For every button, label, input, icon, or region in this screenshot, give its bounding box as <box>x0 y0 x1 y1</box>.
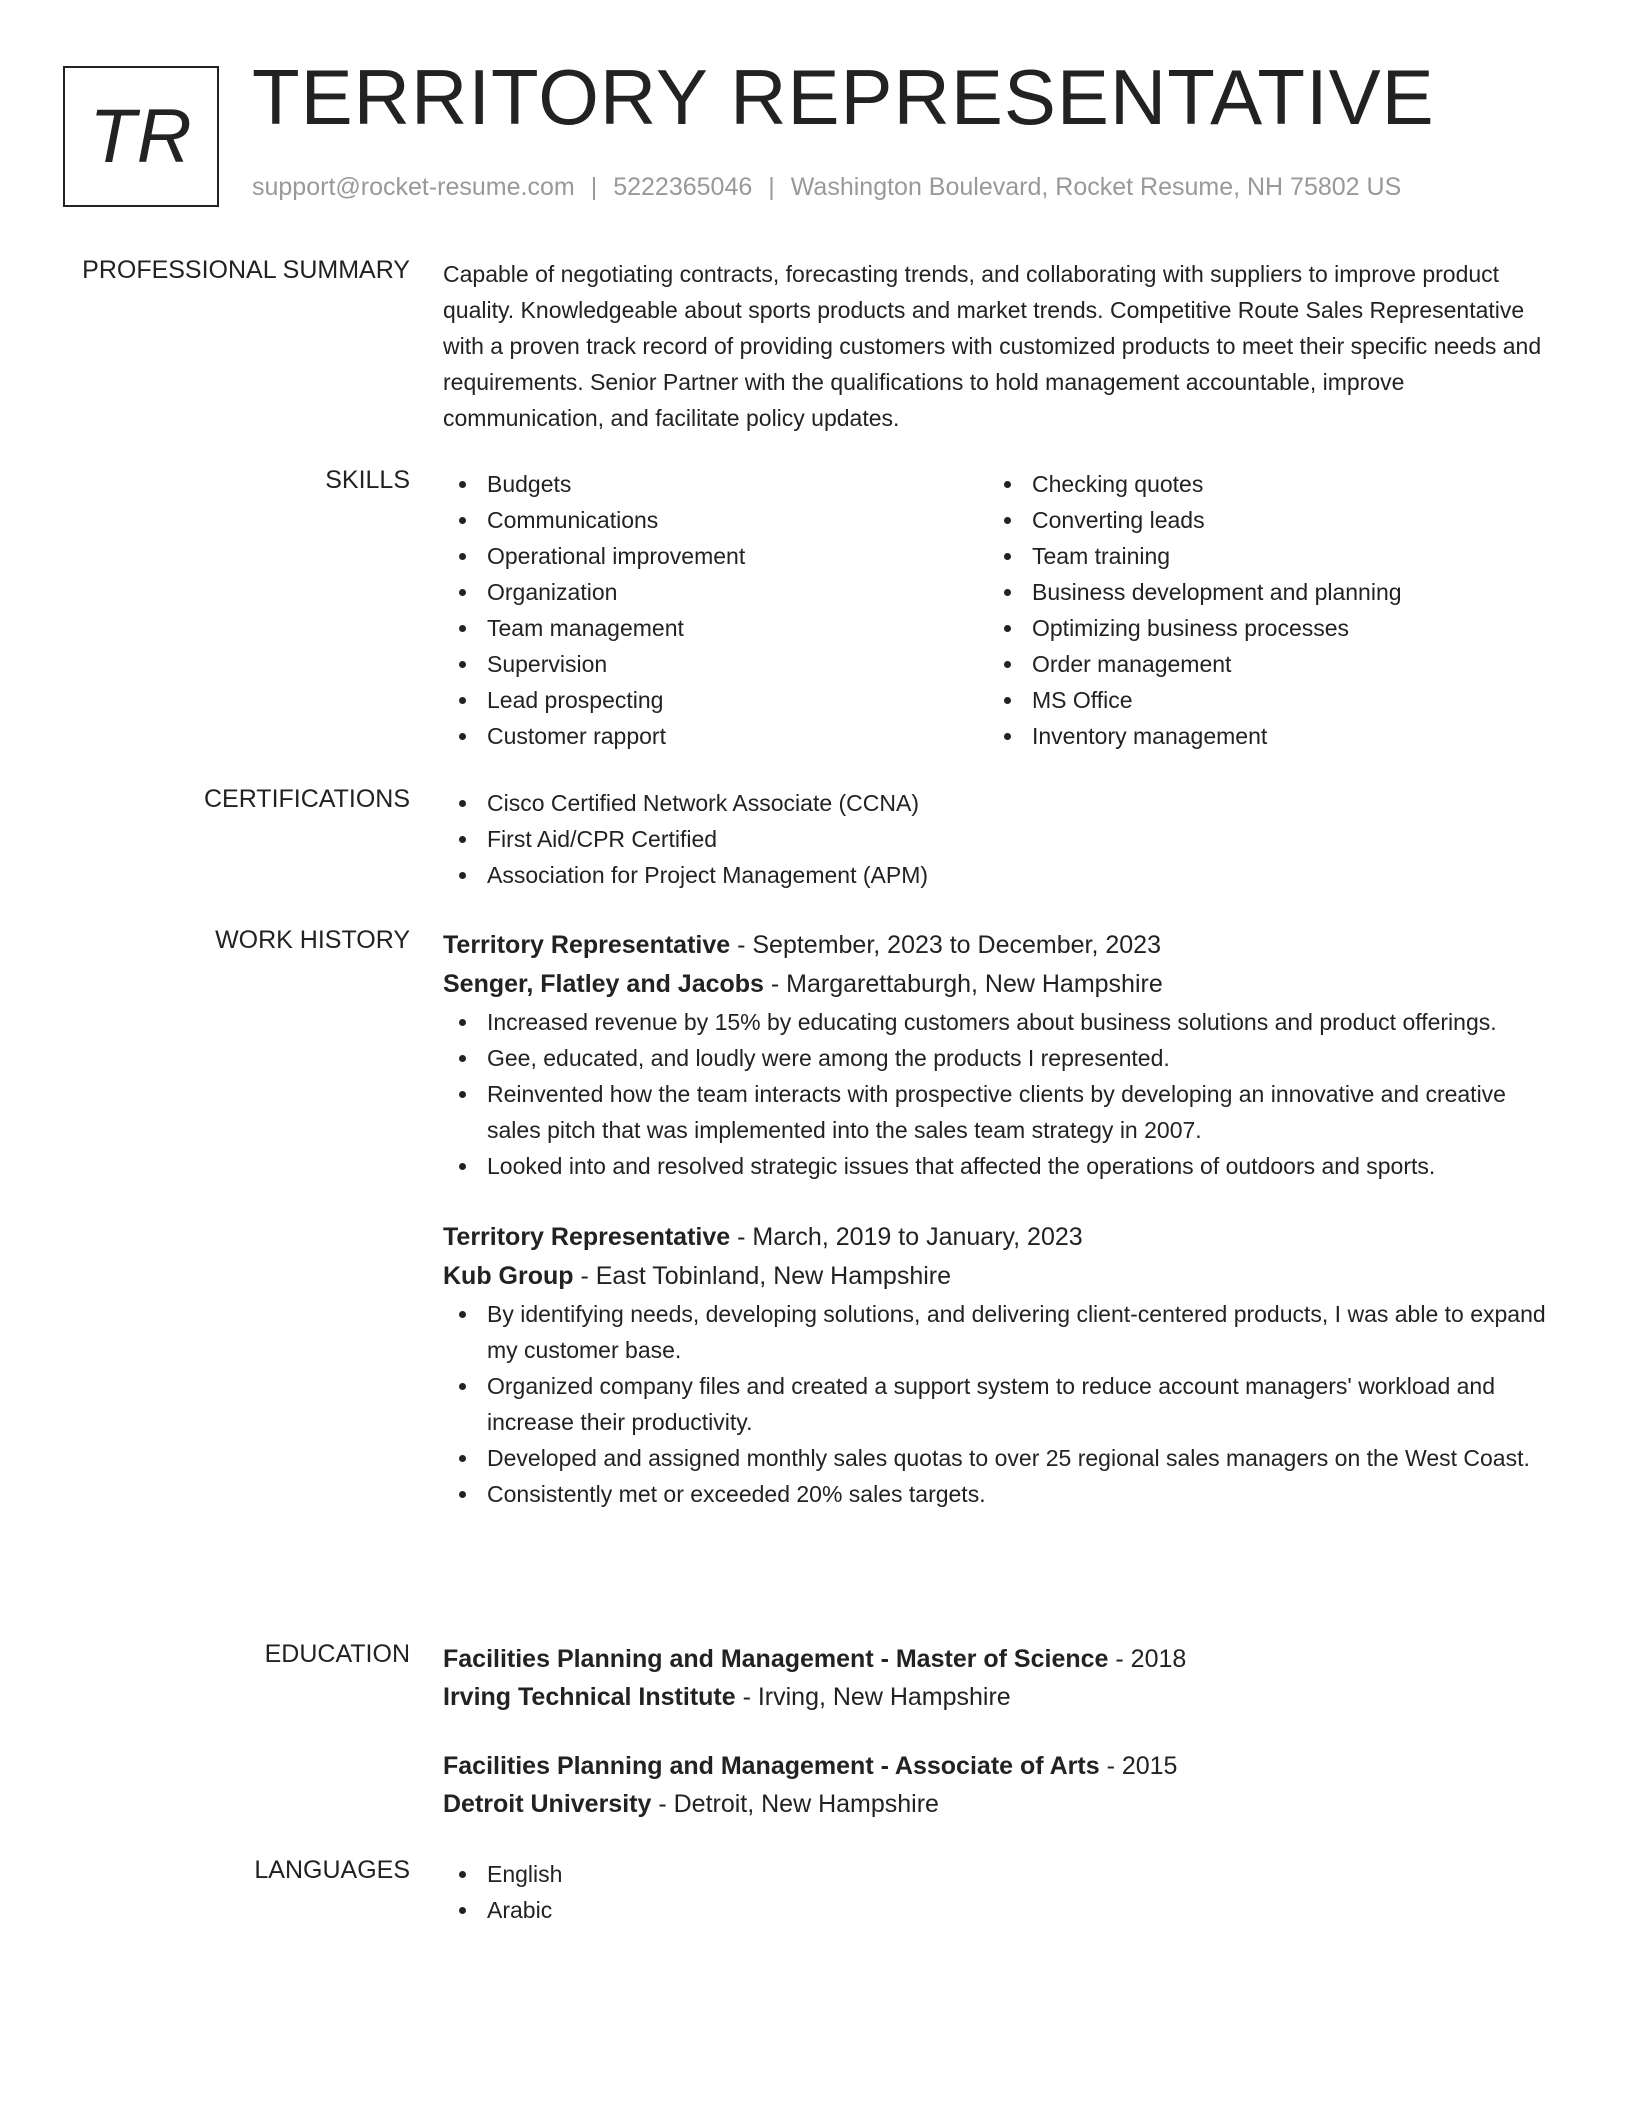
monogram-box <box>63 66 219 207</box>
skill-item: Team management <box>443 610 988 646</box>
education-school: Irving Technical Institute <box>443 1683 736 1711</box>
job-bullet: Reinvented how the team interacts with prospective clients by developing an innovative and creative sales pitch that was implemented into the sales team strategy in 2007. <box>443 1076 1553 1148</box>
skill-item: Operational improvement <box>443 538 988 574</box>
education-school-line <box>443 1678 1553 1716</box>
job-bullet: Developed and assigned monthly sales quotas to over 25 regional sales managers on the West Coast. <box>443 1440 1553 1476</box>
summary-text: Capable of negotiating contracts, forecasting trends, and collaborating with suppliers to improve product quality. Knowledgeable about sports products and market trends. Competitive Route Sales Representative with a proven track record of providing customers with customized products to meet their specific needs and requirements. Senior Partner with the qualifications to hold management accountable, improve communication, and facilitate policy updates. <box>443 261 1542 431</box>
education-location: - Irving, New Hampshire <box>735 1683 1011 1711</box>
job-title: Territory Representative <box>443 931 731 959</box>
education-school: Detroit University <box>443 1790 652 1818</box>
skills-list-right <box>988 466 1533 754</box>
job-bullet: Consistently met or exceeded 20% sales targets. <box>443 1476 1553 1512</box>
skill-item: Order management <box>988 646 1533 682</box>
education-entry <box>443 1747 1553 1823</box>
education-degree: Facilities Planning and Management - Master of Science <box>443 1645 1109 1673</box>
education-year: - 2015 <box>1099 1752 1178 1780</box>
job-bullet: Gee, educated, and loudly were among the products I represented. <box>443 1040 1553 1076</box>
job-entry <box>443 1218 1553 1512</box>
job-company: Senger, Flatley and Jacobs <box>443 970 764 998</box>
education-school-line <box>443 1785 1553 1823</box>
certifications-list <box>443 785 1553 893</box>
job-title-line <box>443 1218 1553 1257</box>
job-bullets <box>443 1004 1553 1184</box>
skill-item: Budgets <box>443 466 988 502</box>
section-heading-education: EDUCATION <box>264 1640 410 1668</box>
education-degree-line <box>443 1640 1553 1678</box>
contact-phone[interactable]: 5222365046 <box>613 173 753 201</box>
skill-item: Checking quotes <box>988 466 1533 502</box>
education-degree-line <box>443 1747 1553 1785</box>
skill-item: Supervision <box>443 646 988 682</box>
job-location: - Margarettaburgh, New Hampshire <box>763 970 1163 998</box>
skills-list-left <box>443 466 988 754</box>
job-company: Kub Group <box>443 1262 574 1290</box>
language-item: English <box>443 1856 1553 1892</box>
job-entry <box>443 926 1553 1184</box>
skill-item: Lead prospecting <box>443 682 988 718</box>
skill-item: Optimizing business processes <box>988 610 1533 646</box>
skill-item: Team training <box>988 538 1533 574</box>
job-title: Territory Representative <box>443 1223 731 1251</box>
section-heading-summary: PROFESSIONAL SUMMARY <box>82 256 410 284</box>
skill-item: Organization <box>443 574 988 610</box>
certification-item: First Aid/CPR Certified <box>443 821 1553 857</box>
education-entry <box>443 1640 1553 1716</box>
job-bullet: Looked into and resolved strategic issues that affected the operations of outdoors and sports. <box>443 1148 1553 1184</box>
job-dates: - March, 2019 to January, 2023 <box>730 1223 1083 1251</box>
contact-line <box>252 173 1401 202</box>
education-location: - Detroit, New Hampshire <box>651 1790 939 1818</box>
job-location: - East Tobinland, New Hampshire <box>573 1262 952 1290</box>
section-heading-work-history: WORK HISTORY <box>215 926 410 954</box>
education-year: - 2018 <box>1108 1645 1187 1673</box>
skill-item: Inventory management <box>988 718 1533 754</box>
job-title-line <box>443 926 1553 965</box>
monogram-initials: TR <box>89 94 193 179</box>
job-bullet: Organized company files and created a support system to reduce account managers' workload and increase their productivity. <box>443 1368 1553 1440</box>
language-item: Arabic <box>443 1892 1553 1928</box>
job-bullets <box>443 1296 1553 1512</box>
contact-email[interactable]: support@rocket-resume.com <box>252 173 575 201</box>
skill-item: Customer rapport <box>443 718 988 754</box>
skill-item: Converting leads <box>988 502 1533 538</box>
section-heading-languages: LANGUAGES <box>254 1856 410 1884</box>
skill-item: Business development and planning <box>988 574 1533 610</box>
section-heading-certifications: CERTIFICATIONS <box>203 785 410 813</box>
job-dates: - September, 2023 to December, 2023 <box>730 931 1161 959</box>
contact-separator: | <box>590 173 598 201</box>
job-company-line <box>443 1257 1553 1296</box>
contact-separator: | <box>768 173 775 201</box>
skill-item: Communications <box>443 502 988 538</box>
section-heading-skills: SKILLS <box>325 466 410 494</box>
resume-title: TERRITORY REPRESENTATIVE <box>252 53 1435 141</box>
languages-list <box>443 1856 1553 1928</box>
job-bullet: By identifying needs, developing solutions, and delivering client-centered products, I was able to expand my customer base. <box>443 1296 1553 1368</box>
job-bullet: Increased revenue by 15% by educating customers about business solutions and product offerings. <box>443 1004 1553 1040</box>
education-degree: Facilities Planning and Management - Associate of Arts <box>443 1752 1100 1780</box>
skill-item: MS Office <box>988 682 1533 718</box>
job-company-line <box>443 965 1553 1004</box>
certification-item: Cisco Certified Network Associate (CCNA) <box>443 785 1553 821</box>
contact-address: Washington Boulevard, Rocket Resume, NH 75802 US <box>790 173 1402 201</box>
certification-item: Association for Project Management (APM) <box>443 857 1553 893</box>
